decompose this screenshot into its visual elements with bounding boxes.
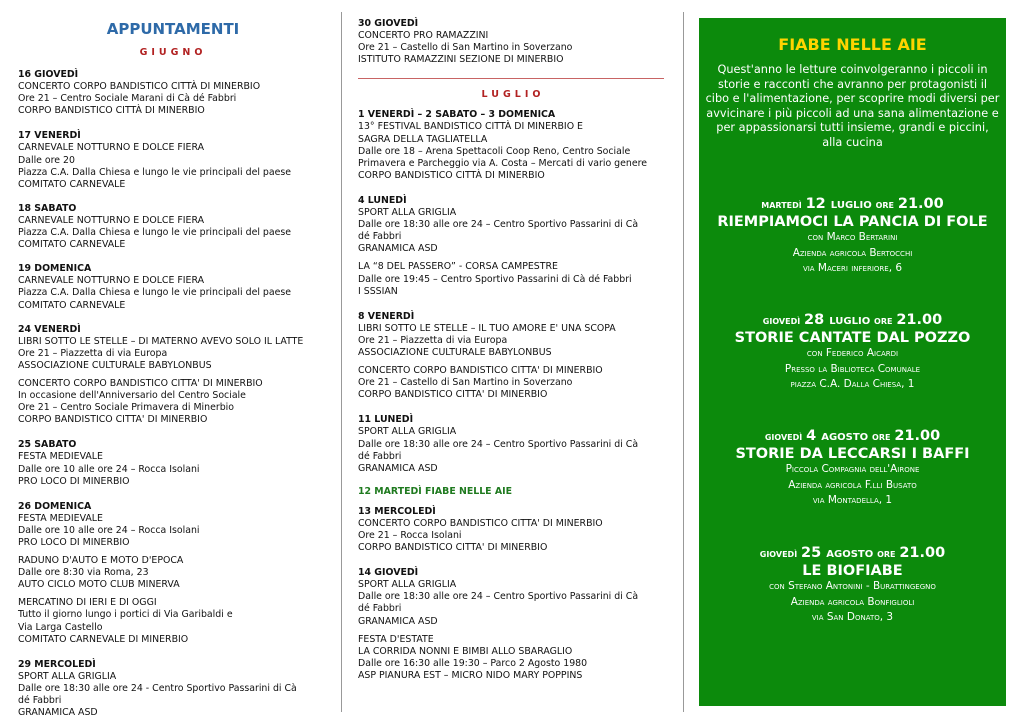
event-date: 19 DOMENICA — [18, 263, 92, 275]
event-block — [18, 555, 328, 591]
event-block — [358, 261, 668, 297]
event-line: CONCERTO CORPO BANDISTICO CITTA' DI MINERBIO — [18, 377, 263, 389]
panel-event — [699, 545, 1006, 626]
event-line: CONCERTO CORPO BANDISTICO CITTÀ DI MINERBIO — [18, 81, 261, 93]
panel-event-time: 21.00 — [899, 545, 946, 561]
event-line: MERCATINO DI IERI E DI OGGI — [18, 597, 157, 609]
event-date: 25 SABATO — [18, 439, 77, 451]
event-date: 17 VENERDÌ — [18, 130, 81, 142]
event-line: CORPO BANDISTICO CITTA' DI MINERBIO — [358, 542, 548, 554]
event-line: Ore 21 – Castello di San Martino in Soverzano — [358, 42, 573, 54]
event-block — [18, 203, 328, 251]
panel-event-time: 21.00 — [897, 196, 944, 212]
event-line: CARNEVALE NOTTURNO E DOLCE FIERA — [18, 214, 204, 226]
panel-event-line: Piccola Compagnia dell'Airone — [785, 463, 920, 475]
event-block — [358, 506, 668, 554]
panel-event-line: Azienda agricola F.lli Busato — [788, 478, 917, 491]
event-line: GRANAMICA ASD — [358, 462, 438, 474]
panel-event-title: RIEMPIAMOCI LA PANCIA DI FOLE — [717, 214, 988, 230]
event-line: Dalle ore 16:30 alle 19:30 – Parco 2 Agosto 1980 — [358, 657, 588, 669]
event-block — [18, 263, 328, 311]
panel-event-line: Azienda agricola Bertocchi — [792, 246, 913, 259]
event-line: LIBRI SOTTO LE STELLE – IL TUO AMORE E' UNA SCOPA — [358, 322, 616, 334]
panel-event-line: con Marco Bertarini — [807, 231, 898, 243]
event-line: CORPO BANDISTICO CITTÀ DI MINERBIO — [358, 169, 545, 181]
event-line: GRANAMICA ASD — [18, 707, 98, 719]
page-title: APPUNTAMENTI — [106, 20, 240, 38]
june-continued-event — [358, 18, 668, 66]
event-line: CONCERTO CORPO BANDISTICO CITTA' DI MINERBIO — [358, 517, 603, 529]
event-block — [18, 324, 328, 372]
event-date: 14 GIOVEDÌ — [358, 567, 419, 579]
event-line: Ore 21 – Piazzetta di via Europa — [358, 334, 508, 346]
june-event-list — [18, 69, 328, 719]
event-line: Dalle ore 10 alle ore 24 – Rocca Isolani — [18, 463, 200, 475]
event-line: ASSOCIAZIONE CULTURALE BABYLONBUS — [358, 346, 552, 358]
event-line: Ore 21 – Rocca Isolani — [358, 530, 462, 541]
event-date: 1 VENERDÌ – 2 SABATO – 3 DOMENICA — [358, 109, 556, 121]
event-line: COMITATO CARNEVALE — [18, 299, 126, 311]
event-line: CARNEVALE NOTTURNO E DOLCE FIERA — [18, 142, 204, 154]
event-line: Ore 21 – Centro Sociale Marani di Cà dé Fabbri — [18, 93, 237, 105]
event-block — [358, 18, 668, 66]
event-line: FESTA D'ESTATE — [358, 633, 434, 645]
panel-event-ore: ore — [875, 198, 895, 211]
panel-event-when — [699, 312, 1006, 328]
panel-event-ore: ore — [877, 547, 896, 560]
panel-event-day: giovedì — [764, 430, 803, 443]
panel-event-ore: ore — [872, 430, 891, 443]
event-line: SPORT ALLA GRIGLIA — [18, 670, 117, 682]
event-block — [18, 659, 328, 719]
panel-intro: Quest'anno le letture coinvolgeranno i piccoli in storie e racconti che avranno per protagonisti il cibo e l'alimentazione, per scoprire modi diversi per avvicinare i più piccoli ad una sana alimentazione e per appassionarsi tutti insieme, grandi e piccini, alla cucina — [705, 63, 1000, 149]
event-line: FESTA MEDIEVALE — [18, 512, 103, 524]
panel-title: FIABE NELLE AIE — [778, 35, 927, 54]
event-line: Via Larga Castello — [18, 621, 103, 633]
event-line: 13° FESTIVAL BANDISTICO CITTÀ DI MINERBIO E — [358, 121, 583, 133]
event-line: CORPO BANDISTICO CITTA' DI MINERBIO — [18, 414, 208, 426]
panel-event-day: martedì — [761, 198, 802, 211]
event-line: dé Fabbri — [358, 603, 402, 615]
event-date: 13 MERCOLEDÌ — [358, 505, 436, 517]
panel-event-date: 25 agosto — [801, 545, 874, 561]
panel-event — [699, 428, 1006, 509]
event-date: 11 LUNEDÌ — [358, 414, 414, 426]
event-line: Dalle ore 18:30 alle ore 24 – Centro Sportivo Passarini di Cà — [358, 219, 639, 231]
panel-event-line: piazza C.A. Dalla Chiesa, 1 — [790, 378, 915, 390]
event-line: LA CORRIDA NONNI E BIMBI ALLO SBARAGLIO — [358, 645, 573, 657]
event-line: SPORT ALLA GRIGLIA — [358, 426, 457, 438]
event-line: Dalle ore 18:30 alle ore 24 – Centro Sportivo Passarini di Cà — [358, 591, 639, 603]
event-line: ASSOCIAZIONE CULTURALE BABYLONBUS — [18, 359, 212, 371]
event-line: LIBRI SOTTO LE STELLE – DI MATERNO AVEVO SOLO IL LATTE — [18, 335, 304, 347]
event-block — [18, 501, 328, 549]
event-line: COMITATO CARNEVALE — [18, 239, 126, 251]
panel-event — [699, 312, 1006, 393]
event-line: SPORT ALLA GRIGLIA — [358, 579, 457, 591]
event-line: I SSSIAN — [358, 285, 398, 297]
event-block — [358, 365, 668, 401]
event-block — [18, 69, 328, 117]
panel-event-day: giovedì — [759, 547, 798, 560]
event-line: Dalle ore 20 — [18, 154, 75, 166]
event-date: 18 SABATO — [18, 202, 77, 214]
event-line: Piazza C.A. Dalla Chiesa e lungo le vie principali del paese — [18, 227, 292, 239]
column-divider-right — [683, 12, 684, 712]
event-block — [358, 414, 668, 474]
event-line: LA “8 DEL PASSERO” - CORSA CAMPESTRE — [358, 261, 558, 273]
panel-event-line: via Maceri inferiore, 6 — [802, 262, 903, 274]
event-line: Ore 21 – Piazzetta di via Europa — [18, 347, 168, 359]
event-line: GRANAMICA ASD — [358, 243, 438, 255]
column-divider-left — [341, 12, 342, 712]
panel-event-when — [699, 428, 1006, 444]
event-block — [18, 597, 328, 645]
panel-event-line: Presso la Biblioteca Comunale — [784, 362, 921, 375]
event-line: dé Fabbri — [18, 695, 62, 707]
event-line: COMITATO CARNEVALE DI MINERBIO — [18, 633, 189, 645]
event-line: SPORT ALLA GRIGLIA — [358, 207, 457, 219]
month-heading-july: LUGLIO — [481, 89, 545, 101]
event-block — [358, 311, 668, 359]
event-line: Dalle ore 18 – Arena Spettacoli Coop Reno, Centro Sociale — [358, 145, 631, 157]
panel-event-day: giovedì — [762, 314, 801, 327]
event-line: Piazza C.A. Dalla Chiesa e lungo le vie principali del paese — [18, 166, 292, 178]
event-line: GRANAMICA ASD — [358, 615, 438, 627]
event-line: CONCERTO PRO RAMAZZINI — [358, 30, 489, 42]
event-block — [18, 130, 328, 190]
event-line: PRO LOCO DI MINERBIO — [18, 537, 130, 548]
event-block — [18, 439, 328, 487]
event-block — [18, 378, 328, 426]
panel-event-date: 4 agosto — [806, 428, 869, 444]
event-line: dé Fabbri — [358, 231, 402, 243]
panel-event-time: 21.00 — [894, 428, 941, 444]
june-column — [18, 0, 328, 719]
event-line: Dalle ore 8:30 via Roma, 23 — [18, 567, 149, 579]
event-line: Dalle ore 19:45 – Centro Sportivo Passarini di Cà dé Fabbri — [358, 273, 632, 285]
event-block — [358, 109, 668, 182]
panel-event-ore: ore — [874, 314, 893, 327]
event-block — [358, 195, 668, 255]
event-line: Ore 21 – Centro Sociale Primavera di Minerbio — [18, 402, 234, 414]
event-date: 26 DOMENICA — [18, 500, 92, 512]
event-line: AUTO CICLO MOTO CLUB MINERVA — [18, 579, 180, 591]
event-line: ISTITUTO RAMAZZINI SEZIONE DI MINERBIO — [358, 54, 564, 66]
july-event-list — [358, 109, 668, 474]
month-heading-june: GIUGNO — [139, 47, 207, 58]
event-line: Tutto il giorno lungo i portici di Via Garibaldi e — [18, 609, 233, 621]
panel-event-line: con Stefano Antonini - Burattingegno — [769, 580, 936, 592]
event-line: RADUNO D'AUTO E MOTO D'EPOCA — [18, 555, 184, 567]
event-block — [358, 567, 668, 627]
panel-event-title: STORIE CANTATE DAL POZZO — [734, 330, 971, 346]
july-event-list-2 — [358, 506, 668, 682]
event-date: 29 MERCOLEDÌ — [18, 658, 96, 670]
panel-event-when — [699, 545, 1006, 561]
event-block — [358, 634, 668, 682]
event-line: COMITATO CARNEVALE — [18, 178, 126, 190]
event-line: In occasione dell'Anniversario del Centro Sociale — [18, 390, 246, 402]
event-date: 16 GIOVEDÌ — [18, 69, 79, 80]
panel-event-when — [699, 196, 1006, 212]
panel-event-date: 28 luglio — [804, 312, 871, 328]
event-line: PRO LOCO DI MINERBIO — [18, 475, 130, 487]
event-line: ASP PIANURA EST – MICRO NIDO MARY POPPINS — [358, 669, 583, 681]
event-line: Ore 21 – Castello di San Martino in Soverzano — [358, 377, 573, 389]
fiabe-panel — [699, 18, 1006, 706]
panel-event-line: via San Donato, 3 — [811, 611, 894, 623]
event-line: FESTA MEDIEVALE — [18, 451, 103, 463]
event-line: Dalle ore 18:30 alle ore 24 - Centro Sportivo Passarini di Cà — [18, 682, 297, 694]
panel-event-line: via Montadella, 1 — [812, 494, 893, 506]
event-line: CONCERTO CORPO BANDISTICO CITTA' DI MINERBIO — [358, 365, 603, 377]
event-line: CORPO BANDISTICO CITTÀ DI MINERBIO — [18, 105, 205, 117]
panel-event-title: STORIE DA LECCARSI I BAFFI — [735, 446, 970, 462]
panel-event-line: con Federico Aicardi — [806, 347, 899, 359]
event-line: CARNEVALE NOTTURNO E DOLCE FIERA — [18, 275, 204, 287]
event-line: dé Fabbri — [358, 450, 402, 462]
event-line: Dalle ore 10 alle ore 24 – Rocca Isolani — [18, 524, 200, 536]
panel-event — [699, 196, 1006, 277]
panel-event-title: LE BIOFIABE — [802, 563, 903, 579]
panel-event-line: Azienda agricola Bonfiglioli — [790, 595, 915, 608]
event-date: 24 VENERDÌ — [18, 323, 81, 335]
july-column — [358, 0, 668, 682]
event-date: 4 LUNEDÌ — [358, 194, 407, 206]
event-line: SAGRA DELLA TAGLIATELLA — [358, 133, 488, 145]
panel-event-date: 12 luglio — [805, 196, 872, 212]
event-line: Piazza C.A. Dalla Chiesa e lungo le vie principali del paese — [18, 287, 292, 299]
panel-event-time: 21.00 — [896, 312, 943, 328]
event-date: 30 GIOVEDÌ — [358, 18, 419, 29]
event-line: Primavera e Parcheggio via A. Costa – Mercati di vario genere — [358, 157, 648, 169]
event-line: Dalle ore 18:30 alle ore 24 – Centro Sportivo Passarini di Cà — [358, 438, 639, 450]
fiabe-highlight: 12 MARTEDÌ FIABE NELLE AIE — [358, 485, 513, 497]
event-date: 8 VENERDÌ — [358, 310, 415, 322]
event-line: CORPO BANDISTICO CITTA' DI MINERBIO — [358, 389, 548, 401]
